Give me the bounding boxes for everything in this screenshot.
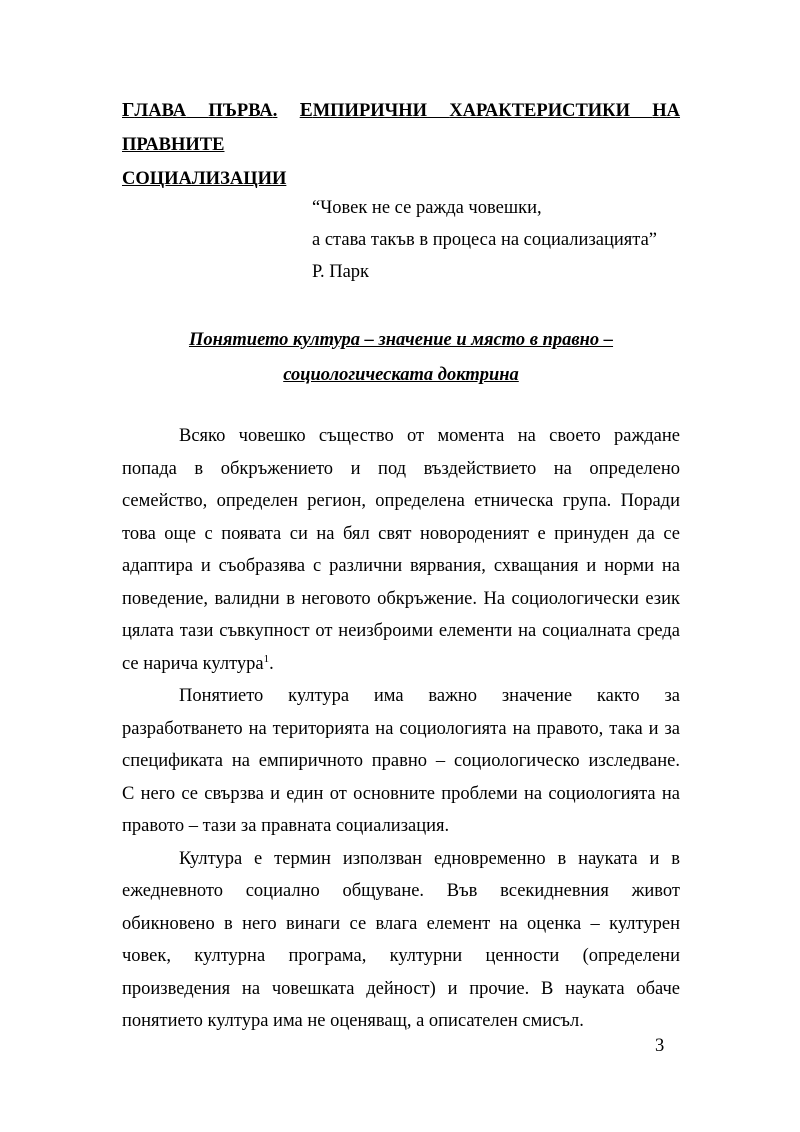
chapter-heading-line1-tail: ЕМПИРИЧНИ ХАРАКТЕРИСТИКИ НА ПРАВНИТЕ bbox=[122, 100, 681, 155]
page-number: 3 bbox=[655, 1036, 665, 1056]
chapter-heading bbox=[122, 94, 680, 196]
section-title bbox=[122, 323, 680, 393]
paragraph-1-line: семейство, определен регион, определена етническа група. Поради bbox=[122, 491, 680, 511]
paragraph-1-line: адаптира и съобразява с различни вярвания, схващания и норми на bbox=[122, 556, 680, 576]
paragraph-3-line: Култура е термин използван едновременно в науката и в bbox=[179, 848, 680, 869]
paragraph-2-line: спецификата на емпиричното правно – социологическо изследване. bbox=[122, 751, 680, 771]
section-title-line-1: Понятието култура – значение и място в правно – bbox=[188, 330, 614, 350]
paragraph-2-line: Понятието култура има важно значение както за bbox=[179, 686, 680, 706]
paragraph-3-line: обикновено в него винаги се влага елемент на оценка – културен bbox=[122, 913, 680, 934]
paragraph-3-line: произведения на човешката дейност) и прочие. В науката обаче bbox=[122, 978, 680, 999]
paragraph-3-line: понятието култура има не оценяващ, а описателен смисъл. bbox=[122, 1011, 584, 1031]
chapter-heading-line2: СОЦИАЛИЗАЦИИ bbox=[122, 169, 287, 189]
epigraph bbox=[312, 192, 657, 288]
paragraph-1-line: поведение, валидни в неговото обкръжение. На социологически език bbox=[122, 588, 680, 609]
body-text bbox=[122, 420, 680, 1038]
paragraph-1-last-punct: . bbox=[269, 653, 274, 674]
epigraph-line-2: а става такъв в процеса на социализацията” bbox=[312, 230, 658, 250]
chapter-heading-dot: . bbox=[272, 101, 278, 121]
paragraph-2-line: правото – тази за правната социализация. bbox=[122, 816, 450, 836]
epigraph-author: Р. Парк bbox=[312, 262, 370, 282]
paragraph-2-line: С него се свързва и един от основните проблеми на социологията на bbox=[122, 783, 680, 804]
paragraph-2-line: разработването на територията на социологията на правото, така и за bbox=[122, 718, 680, 739]
paragraph-1-line: Всяко човешко същество от момента на своето раждане bbox=[179, 426, 680, 446]
epigraph-line-1: “Човек не се ражда човешки, bbox=[312, 198, 542, 218]
section-title-line-2: социологическата доктрина bbox=[283, 365, 519, 385]
paragraph-1-line: цялата тази съвкупност от неизброими елементи на социалната среда bbox=[122, 621, 680, 641]
paragraph-3-line: човек, културна програма, културни ценности (определени bbox=[122, 946, 680, 966]
paragraph-1-last-text: се нарича култура bbox=[122, 653, 264, 674]
footnote-reference[interactable]: 1 bbox=[263, 652, 270, 665]
paragraph-1-last-line bbox=[122, 648, 680, 681]
paragraph-1-line: това още с появата си на бял свят новороденият е принуден да се bbox=[122, 523, 680, 544]
paragraph-3-line: ежедневното социално общуване. Във всекидневния живот bbox=[122, 881, 680, 901]
paragraph-1-line: попада в обкръжението и под въздействието на определено bbox=[122, 458, 680, 479]
chapter-heading-line1-lead: ГЛАВА ПЪРВА bbox=[122, 100, 273, 121]
